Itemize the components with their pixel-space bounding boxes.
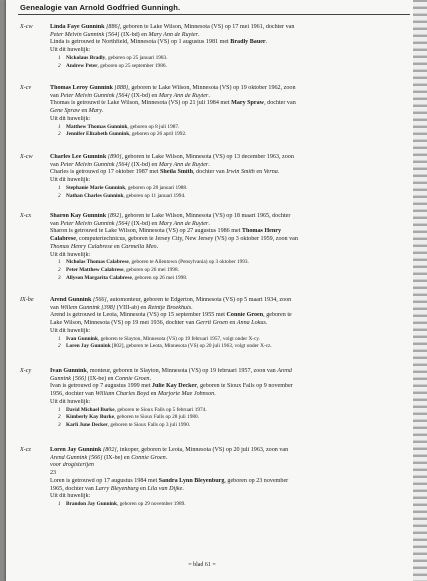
child-number: 1	[58, 500, 61, 507]
child-name: Brandon Jay Gunnink	[66, 500, 117, 507]
entry-text	[50, 85, 410, 139]
italic-reference: Marjorie Mae Johnson	[158, 391, 215, 398]
italic-reference: Verna	[263, 169, 278, 176]
text-segment: Linda is getrouwd te Northfield, Minnesota (VS) op 1 augustus 1981 met	[50, 39, 231, 46]
child-name: Jennifer Elizabeth Gunnink	[66, 131, 130, 138]
text-segment: Loren is getrouwd op 17 augustus 1984 met	[50, 477, 159, 484]
text-line	[50, 116, 410, 124]
text-segment: .	[165, 454, 168, 461]
child-details: , geboren op 26 mei 1998.	[123, 266, 179, 273]
text-line	[50, 244, 410, 252]
child-number: 1	[58, 184, 61, 191]
child-name: Allyson Margarita Calabrese	[66, 274, 132, 281]
text-segment: (IX-bd) en	[131, 161, 159, 168]
text-line	[50, 478, 410, 486]
child-number: 1	[58, 259, 61, 266]
text-segment: Uit dit huwelijk:	[50, 115, 91, 122]
child-name: Peter Matthew Calabrese	[66, 266, 124, 273]
text-line	[50, 493, 410, 501]
text-segment: en	[140, 485, 148, 492]
child-number: 2	[58, 266, 61, 273]
text-segment: Lake Wilson, Minnesota (VS) op 19 mei 1936, dochter van	[50, 320, 196, 327]
text-segment: en	[150, 391, 158, 398]
person-name: Thomas Henry	[241, 228, 282, 235]
text-line	[50, 455, 410, 463]
child-number: 2	[58, 343, 61, 350]
child-name: Ivan Gunnink	[66, 335, 98, 342]
child-details: , geboren op 11 januari 1994.	[123, 192, 186, 199]
entry-code: X-cv	[20, 85, 32, 91]
text-segment: (IX-be) en	[87, 375, 115, 382]
italic-reference: [890]	[107, 154, 122, 160]
text-segment: (VIII-ab) en	[116, 304, 148, 311]
text-line	[50, 391, 410, 399]
text-segment: (IX-bd) en	[131, 220, 159, 227]
text-segment: Uit dit huwelijk:	[50, 251, 91, 258]
italic-reference: [566]	[92, 297, 107, 303]
binding-edge	[413, 0, 427, 581]
italic-reference: Gerrit Groen	[195, 320, 230, 327]
child-details: , geboren op 26 mei 1998.	[131, 274, 188, 281]
entry-text	[50, 297, 410, 351]
italic-reference: Peter Melvin Gunnink [564]	[60, 161, 132, 168]
child-number: 1	[58, 406, 61, 413]
text-segment: van	[50, 92, 61, 99]
header-rule	[18, 14, 410, 15]
text-line	[50, 399, 410, 407]
text-segment: , monteur, geboren te Slayton, Minnesota (VS) op 19 februari 1957, zoon van	[86, 368, 278, 374]
text-line	[50, 328, 410, 336]
italic-reference: Gene Spraw	[50, 108, 82, 115]
text-segment: .	[149, 375, 152, 382]
child-number: 2	[58, 131, 61, 138]
child-details: , geboren op 25 september 1986.	[97, 62, 167, 69]
child-item	[50, 267, 410, 275]
text-segment: (IX-be) en	[104, 454, 132, 461]
entry-text	[50, 24, 410, 70]
child-item	[50, 259, 410, 267]
child-item	[50, 124, 410, 132]
text-segment: .	[208, 220, 210, 227]
text-line	[50, 228, 410, 236]
italic-reference: [892]	[107, 213, 122, 219]
page-number: = blad 61 =	[188, 562, 216, 568]
person-name: Ivan Gunnink	[50, 368, 87, 374]
child-number: 3	[58, 421, 61, 428]
text-line	[50, 39, 410, 47]
italic-reference: Arend	[277, 368, 292, 374]
child-item	[50, 55, 410, 63]
text-line	[50, 24, 410, 32]
child-number: 2	[58, 414, 61, 421]
text-segment: Uit dit huwelijk:	[50, 398, 91, 405]
child-details: [802], geboren te Leota, Minnesota (VS) op 20 juli 1963, volgt onder X-cz.	[110, 343, 272, 350]
italic-reference: Peter Melvin Gunnink [564]	[60, 220, 132, 227]
text-line	[50, 47, 410, 55]
italic-reference: Carmella Meo	[121, 243, 157, 250]
text-line	[50, 93, 410, 101]
italic-reference: Arend Gunnink [566]	[50, 454, 105, 461]
text-segment: Thomas is getrouwd te Lake Wilson, Minnesota (VS) op 21 juli 1984 met	[50, 100, 232, 107]
child-details: , geboren op 26 april 1992.	[129, 131, 187, 138]
person-name: Connie Groen	[226, 312, 264, 319]
text-line	[50, 177, 410, 185]
text-segment: .	[208, 161, 210, 168]
italic-reference: Mary Ann de Ruyter	[158, 161, 209, 168]
text-segment: 23	[50, 470, 57, 477]
text-segment: , geboren te Sioux Falls op 9 november	[196, 383, 293, 390]
text-line	[50, 486, 410, 494]
text-line	[50, 312, 410, 320]
text-line	[50, 320, 410, 328]
text-segment: .	[265, 39, 268, 46]
child-item	[50, 185, 410, 193]
italic-reference: Mary Ann de Ruyter	[148, 31, 198, 38]
text-segment: .	[182, 485, 184, 492]
person-name: Arend Gunnink	[50, 297, 93, 303]
text-line	[50, 100, 410, 108]
text-line	[50, 162, 410, 170]
child-name: David Michael Burke	[66, 406, 115, 413]
text-segment: .	[208, 92, 210, 99]
italic-reference: Larry Bleyenburg	[95, 485, 141, 492]
text-segment: , geboren te Lake Wilson, Minnesota (VS) op 17 mei 1961, dochter van	[119, 24, 295, 30]
child-item	[50, 343, 410, 351]
text-segment: .	[265, 320, 268, 327]
italic-reference: Irwin Smith	[226, 169, 257, 176]
person-name: Charles Lee Gunnink	[50, 154, 108, 160]
entry-code: IX-be	[20, 297, 34, 303]
text-segment: Uit dit huwelijk:	[50, 493, 91, 500]
child-item	[50, 422, 410, 430]
child-details: , geboren op 29 november 1989.	[116, 500, 186, 507]
entry-code: X-cz	[20, 447, 31, 453]
document-page	[6, 0, 427, 581]
italic-reference: Peter Melvin Gunnink [564]	[60, 92, 132, 99]
italic-reference: Mary Ann de Ruyter	[158, 92, 209, 99]
text-segment: van	[50, 304, 61, 311]
child-details: , geboren op 28 januari 1988.	[125, 184, 188, 191]
person-name: Bradly Bauer	[230, 39, 266, 46]
text-line	[50, 169, 410, 177]
text-line	[50, 447, 410, 455]
person-name: Sheila Smith	[160, 169, 194, 176]
entry-text	[50, 447, 410, 509]
text-segment: .	[214, 391, 216, 398]
italic-reference: Reintje Broekhuis	[147, 304, 192, 311]
text-line	[50, 470, 410, 478]
italic-reference: [888]	[114, 85, 129, 91]
child-item	[50, 414, 410, 422]
text-segment: Ivan is getrouwd op 7 augustus 1999 met	[50, 383, 152, 390]
text-segment: 1956, dochter van	[50, 391, 96, 398]
italic-reference: Thomas Henry Calabrese	[50, 243, 114, 250]
italic-reference: Lila van Dijke	[147, 485, 183, 492]
italic-reference: William Charles Boyd	[95, 391, 151, 398]
entry-text	[50, 368, 410, 430]
child-details: , geboren te Allentown (Pensylvania) op 3 oktober 1993.	[128, 259, 249, 266]
child-item	[50, 131, 410, 139]
person-name: Linda Faye Gunnink	[50, 24, 107, 30]
child-details: , geboren te Sioux Falls op 5 februari 1974.	[114, 406, 207, 413]
text-segment: , geboren te Lake Wilson, Minnesota (VS) op 18 maart 1965, dochter	[121, 213, 291, 219]
person-name: Thomas Leroy Gunnink	[50, 85, 115, 91]
italic-reference: voor drogisterijen	[50, 462, 94, 469]
child-details: , geboren te Sioux Falls op 28 juli 1980.	[113, 414, 200, 421]
person-name: Julie Kay Decker	[151, 383, 197, 390]
entry-code: X-cw	[20, 24, 33, 30]
text-line	[50, 32, 410, 40]
text-segment: en	[113, 243, 122, 250]
italic-reference: Mary Ann de Ruyter	[158, 220, 209, 227]
text-line	[50, 213, 410, 221]
text-segment: , dochter van	[193, 169, 227, 176]
text-segment: , computertechnicus, geboren te Jersey City, New Jersey (VS) op 3 oktober 1959, zoon van	[75, 236, 298, 243]
page-header: Genealogie van Arnold Godfried Gunningh.	[20, 3, 181, 12]
text-segment: , geboren te Lake Wilson, Minnesota (VS) op 19 oktober 1962, zoon	[128, 85, 296, 91]
text-line	[50, 221, 410, 229]
child-number: 3	[58, 274, 61, 281]
child-name: Nickolaus Bradly	[66, 54, 106, 61]
child-item	[50, 407, 410, 415]
entry-code: X-cx	[20, 213, 32, 219]
child-name: Nathan Charles Gunnink	[66, 192, 124, 199]
text-segment: Sharon is getrouwd te Lake Wilson, Minnesota (VS) op 27 augustus 1986 met	[50, 228, 242, 235]
italic-reference: Peter Melvin Gunnink [564]	[50, 31, 122, 38]
italic-reference: Connie Groen	[131, 454, 166, 461]
entry-code: X-cy	[20, 368, 32, 374]
child-name: Kimberly Kay Burke	[66, 414, 114, 421]
text-segment: en	[81, 108, 89, 115]
italic-reference: Gunnink [566]	[50, 375, 88, 382]
entry-text	[50, 213, 410, 282]
child-details: , geboren te Slayton, Minnesota (VS) op 19 februari 1957, volgt onder X-cy.	[97, 335, 261, 342]
entry-text	[50, 154, 410, 200]
text-segment: .	[277, 169, 280, 176]
text-segment: .	[197, 31, 200, 38]
child-item	[50, 275, 410, 283]
child-number: 2	[58, 192, 61, 199]
text-segment: , inkoper, geboren te Leota, Minnesota (VS) op 20 juli 1963, zoon van	[116, 447, 289, 453]
text-line	[50, 368, 410, 376]
italic-reference: Anna Lokus	[236, 320, 266, 327]
text-line	[50, 462, 410, 470]
text-line	[50, 305, 410, 313]
child-name: Stephanie Marie Gunnink	[66, 184, 126, 191]
text-segment: van	[50, 220, 61, 227]
child-details: , geboren op 25 januari 1983.	[105, 54, 168, 61]
child-details: , geboren te Sioux Falls op 3 juli 1990.	[107, 421, 191, 428]
child-number: 2	[58, 62, 61, 69]
text-line	[50, 85, 410, 93]
entry-code: X-cw	[20, 154, 33, 160]
text-line	[50, 108, 410, 116]
italic-reference: Connie Groen	[115, 375, 150, 382]
text-segment: .	[191, 304, 193, 311]
child-item	[50, 501, 410, 509]
person-name: Mary Spraw	[231, 100, 265, 107]
text-segment: (IX-bd) en	[131, 92, 159, 99]
text-line	[50, 154, 410, 162]
text-segment: , geboren op 23 november	[224, 477, 289, 484]
italic-reference: Mary	[88, 108, 102, 115]
child-name: Matthew Thomas Gunnink	[66, 123, 128, 130]
child-item	[50, 193, 410, 201]
text-segment: Arend is getrouwd te Leota, Minnesota (VS) op 15 september 1955 met	[50, 312, 227, 319]
italic-reference: Willem Gunnink [398]	[60, 304, 117, 311]
italic-reference: [802]	[102, 447, 117, 453]
child-name: Karli June Decker	[66, 421, 108, 428]
text-segment: Uit dit huwelijk:	[50, 327, 91, 334]
italic-reference: [886]	[106, 24, 120, 30]
text-line	[50, 236, 410, 244]
text-segment: van	[50, 161, 61, 168]
person-name: Calabrese	[50, 236, 76, 243]
text-line	[50, 376, 410, 384]
child-number: 1	[58, 123, 61, 130]
child-number: 1	[58, 335, 61, 342]
text-segment: .	[101, 108, 104, 115]
text-segment: 1965, dochter van	[50, 485, 96, 492]
text-segment: Uit dit huwelijk:	[50, 177, 91, 184]
text-segment: en	[256, 169, 264, 176]
text-segment: (IX-bd) en	[121, 31, 149, 38]
text-line	[50, 297, 410, 305]
person-name: Sandra Lynn Bleyenburg	[158, 477, 225, 484]
person-name: Sharon Kay Gunnink	[50, 213, 108, 219]
child-name: Nicholas Thomas Calabrese	[66, 259, 129, 266]
text-segment: en	[229, 320, 237, 327]
person-name: Loren Jay Gunnink	[50, 447, 103, 453]
text-segment: , automonteur, geboren te Edgerton, Minnesota (VS) op 5 maart 1934, zoon	[106, 297, 292, 303]
text-segment: , geboren te Lake Wilson, Minnesota (VS) op 13 december 1963, zoon	[121, 154, 294, 160]
text-segment: Uit dit huwelijk:	[50, 47, 91, 54]
child-details: , geboren op 8 juli 1987.	[127, 123, 180, 130]
text-segment: .	[156, 243, 159, 250]
child-item	[50, 63, 410, 71]
text-segment: , geboren te	[263, 312, 292, 319]
text-line	[50, 383, 410, 391]
child-name: Loren Jay Gunnink	[66, 343, 111, 350]
text-segment: , dochter van	[264, 100, 296, 107]
text-segment: Charles is getrouwd op 17 oktober 1987 met	[50, 169, 161, 176]
child-number: 1	[58, 54, 61, 61]
child-name: Andrew Peter	[66, 62, 98, 69]
